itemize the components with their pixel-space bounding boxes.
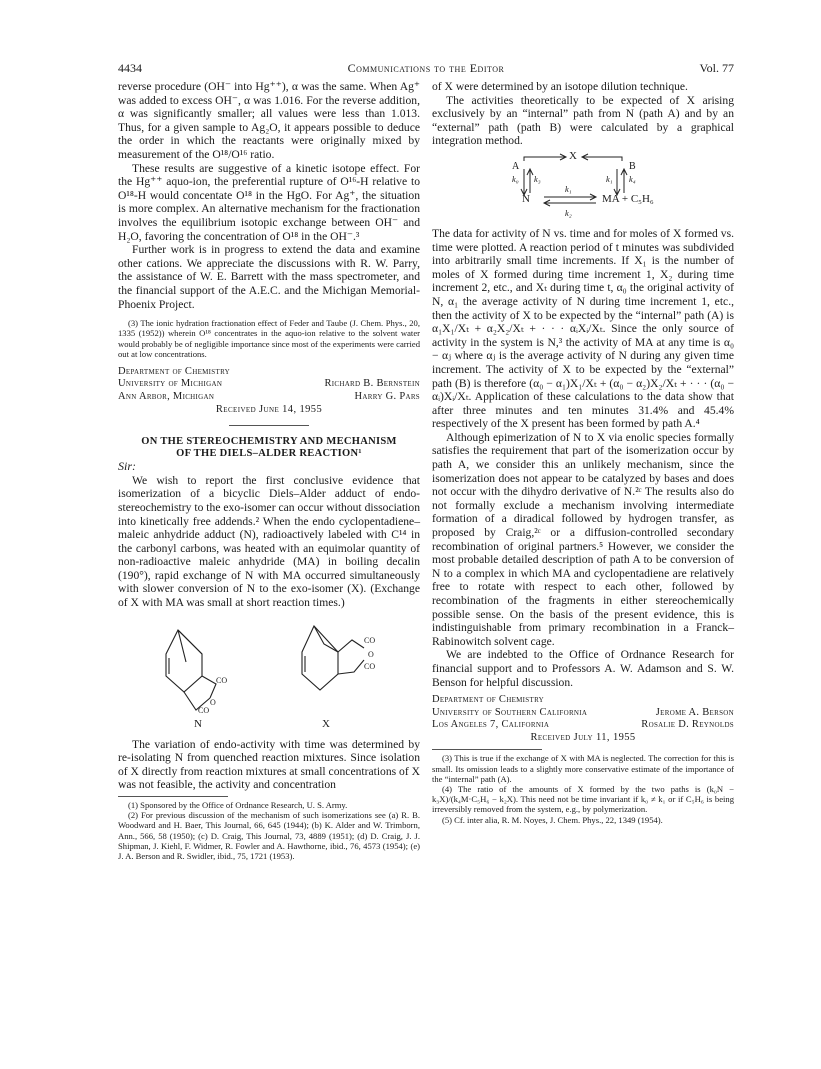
structure-group-label: O xyxy=(368,649,374,659)
page-header xyxy=(118,61,734,75)
structure-label-n: N xyxy=(194,717,202,730)
signature-block xyxy=(118,366,420,417)
article-title: OF THE DIELS–ALDER REACTION¹ xyxy=(176,448,362,460)
paragraph: We wish to report the first conclusive evidence that isomerization of a bicyclic Diels–Alder adduct of endo-stereochemistry to the exo-isomer can occur without dissociation into kinetically free addends.² When the endo cyclopentadiene–maleic anhydride adduct (N), radioactively labeled with C¹⁴ in the carbonyl carbons, was heated with an equimolar quantity of non-radioactive maleic anhydride (MA) in boiling decalin (190°), rapid exchange of N with MA occurred simultaneously with slower conversion of N to the exo-isomer (X). (Exchange of X with MA was small at short reaction times.) xyxy=(118,473,420,610)
author-name: Richard B. Bernstein xyxy=(324,378,420,390)
department: Department of Chemistry xyxy=(432,694,545,706)
university: University of Southern California xyxy=(432,706,588,718)
scheme-rate-constant: k₂ xyxy=(565,207,572,218)
volume-label: Vol. 77 xyxy=(699,61,734,75)
scheme-rate-constant: k₀ xyxy=(512,173,519,184)
structure-figure xyxy=(118,614,420,732)
paragraph: reverse procedure (OH⁻ into Hg⁺⁺), α was the same. When Ag⁺ was added to excess OH⁻, α was 1.016. For the reverse addition, α was significantly smaller; all values were less than 1.013. Thus, for a given sample to Ag₂O, it appears possible to deduce the order in which the reactants were originally mixed by measurement of the O¹⁸/O¹⁶ ratio. xyxy=(118,80,420,161)
footnote-divider xyxy=(118,796,228,797)
footnote: (2) For previous discussion of the mechanism of such isomerizations see (a) R. B. Woodward and H. Baer, This Journal, 66, 645 (1944); (b) K. Alder and W. Trimborn, Ann., 566, 58 (1950); (c) D. Craig, This Journal, 73, 4889 (1951); (d) D. Craig, J. J. Shipman, J. Kiehl, F. Widmer, R. Fowler and A. Hawthorne, ibid., 76, 4573 (1954); (e) J. A. Berson and R. Swidler, ibid., 75, 1721 (1953). xyxy=(118,810,420,862)
scheme-path-a: A xyxy=(512,160,520,172)
footnote: (3) The ionic hydration fractionation effect of Feder and Taube (J. Chem. Phys., 20, 1335 (1952)) wherein O¹⁸ concentrates in the aquo-ion relative to the solvent water would probably be of negligible importance since most of the experiments were carried out at low concentrations. xyxy=(118,318,420,359)
right-column xyxy=(432,80,734,825)
structure-group-label: CO xyxy=(216,675,228,685)
page-number: 4434 xyxy=(118,61,142,75)
paragraph: The activities theoretically to be expected of X arising exclusively by an “internal” path from N (path A) and by an “external” path (path B) were calculated by a graphical integration method. xyxy=(432,93,734,148)
structure-group-label: CO xyxy=(364,661,376,671)
paragraph: of X were determined by an isotope dilution technique. xyxy=(432,80,688,93)
received-date: Received June 14, 1955 xyxy=(215,404,323,416)
structure-group-label: CO xyxy=(364,635,376,645)
paragraph: The data for activity of N vs. time and for moles of X formed vs. time were plotted. A reaction period of t minutes was subdivided into arbitrarily small time increments. If X₁ is the number of moles of X formed during time increment 1, X₂ during time increment 2, etc., and Xₜ during time t, α₀ the original activity of N, α₁ the average activity of N during time increment 1, etc., then the activity of X to be expected by the “internal” path (A) is α₁X₁/Xₜ + α₂X₂/Xₜ + · · · αᵢXᵢ/Xₜ. Since the only source of activity in the system is N,³ the activity of MA at any time is α₀ − αⱼ where αⱼ is the average activity of N during any given time increment. The activity of X to be expected by the “external” path (B) is therefore (α₀ − α₁)X₁/Xₜ + (α₀ − α₂)X₂/Xₜ + · · · (α₀ − αᵢ)Xᵢ/Xₜ. Application of these calculations to the data show that after three minutes and ten minutes 31.4% and 45.4% respectively of the X present has been formed by path A.⁴ xyxy=(432,226,734,431)
structure-group-label: O xyxy=(210,697,216,707)
scheme-rate-constant: k₃ xyxy=(534,173,541,184)
salutation: Sir: xyxy=(118,459,136,474)
footnote: (1) Sponsored by the Office of Ordnance Research, U. S. Army. xyxy=(128,800,348,811)
structure-label-x: X xyxy=(322,717,330,730)
footnote-divider xyxy=(432,749,542,750)
city: Ann Arbor, Michigan xyxy=(118,390,215,402)
paragraph: We are indebted to the Office of Ordnance Research for financial support and to Professors A. W. Adamson and S. W. Benson for helpful discussion. xyxy=(432,648,734,689)
scheme-rate-constant: k₁ xyxy=(606,173,613,184)
city: Los Angeles 7, California xyxy=(432,718,550,730)
footnote: (3) This is true if the exchange of X with MA is neglected. The correction for this is small. Its omission leads to a slightly more conservative estimate of the importance of the “internal” path (A). xyxy=(432,753,734,784)
received-date: Received July 11, 1955 xyxy=(530,732,636,744)
scheme-arrows xyxy=(432,153,734,221)
scheme-rate-constant: k₄ xyxy=(629,173,636,184)
paragraph: Although epimerization of N to X via enolic species formally satisfies the requirement that part of the isomerization occur by path A, we consider this an unlikely mechanism, since the isomerization does not appear to be catalyzed by bases and does not occur with the dihydro derivative of N.²ᶜ The results also do not formally exclude a mechanism involving intermediate formation of a diradical followed by hydrogen transfer, as proposed by Craig,²ᶜ or a diffusion-controlled secondary recombination of original partners.⁵ However, we consider the most probable detailed description of path A to be conversion of N to a complex in which MA and cyclopentadiene are relatively free to rotate with respect to each other, followed by recombination of the fragments in either stereochemically possible sense. On the basis of the present evidence, this is indistinguishable from primary recombination in a Franck–Rabinowitch solvent cage. xyxy=(432,430,734,648)
paragraph: The variation of endo-activity with time was determined by re-isolating N from quenched reaction mixtures. Since isolation of X directly from reaction mixtures at small concentrations of X was not feasible, the activity and concentration xyxy=(118,737,420,792)
paragraph: These results are suggestive of a kinetic isotope effect. For the Hg⁺⁺ aquo-ion, the preferential rupture of O¹⁶-H relative to O¹⁸-H would concentate O¹⁸ in the HgO. For Ag⁺, the situation is more complex. An alternative mechanism for the fractionation involves the equilibrium isotopic exchange between OH⁻ and H₂O, favoring the concentration of O¹⁸ in the OH⁻.³ xyxy=(118,161,420,243)
footnote: (5) Cf. inter alia, R. M. Noyes, J. Chem. Phys., 22, 1349 (1954). xyxy=(442,814,663,825)
scheme-rate-constant: k₁ xyxy=(565,183,572,194)
paragraph: Further work is in progress to extend the data and examine other cations. We appreciate the discussions with R. W. Parry, the assistance of W. E. Barrett with the mass spectrometer, and the financial support of the A.E.C. and the Michigan Memorial-Phoenix Project. xyxy=(118,243,420,311)
structure-group-label: CO xyxy=(198,705,210,715)
footnote: (4) The ratio of the amounts of X formed by the two paths is (k₀N − k₃X)/(k₄M·C₅H₆ − k₂X). This need not be time invariant if k₀ ≠ k₁ or if C₅H₆ is being irreversibly removed from the system, e.g., by polymerization. xyxy=(432,783,734,815)
running-title: Communications to the Editor xyxy=(347,61,505,75)
author-name: Jerome A. Berson xyxy=(655,706,734,718)
scheme-x: X xyxy=(569,149,577,162)
signature-block xyxy=(432,694,734,745)
university: University of Michigan xyxy=(118,378,223,390)
department: Department of Chemistry xyxy=(118,365,231,377)
scheme-path-b: B xyxy=(629,160,636,172)
author-name: Harry G. Pars xyxy=(354,390,420,402)
scheme-products: MA + C₅H₆ xyxy=(602,192,654,205)
author-name: Rosalie D. Reynolds xyxy=(641,718,734,730)
reaction-scheme xyxy=(432,149,734,221)
article-title: ON THE STEREOCHEMISTRY AND MECHANISM xyxy=(141,436,397,448)
left-column xyxy=(118,80,420,861)
scheme-n: N xyxy=(522,192,530,205)
divider xyxy=(229,425,309,426)
